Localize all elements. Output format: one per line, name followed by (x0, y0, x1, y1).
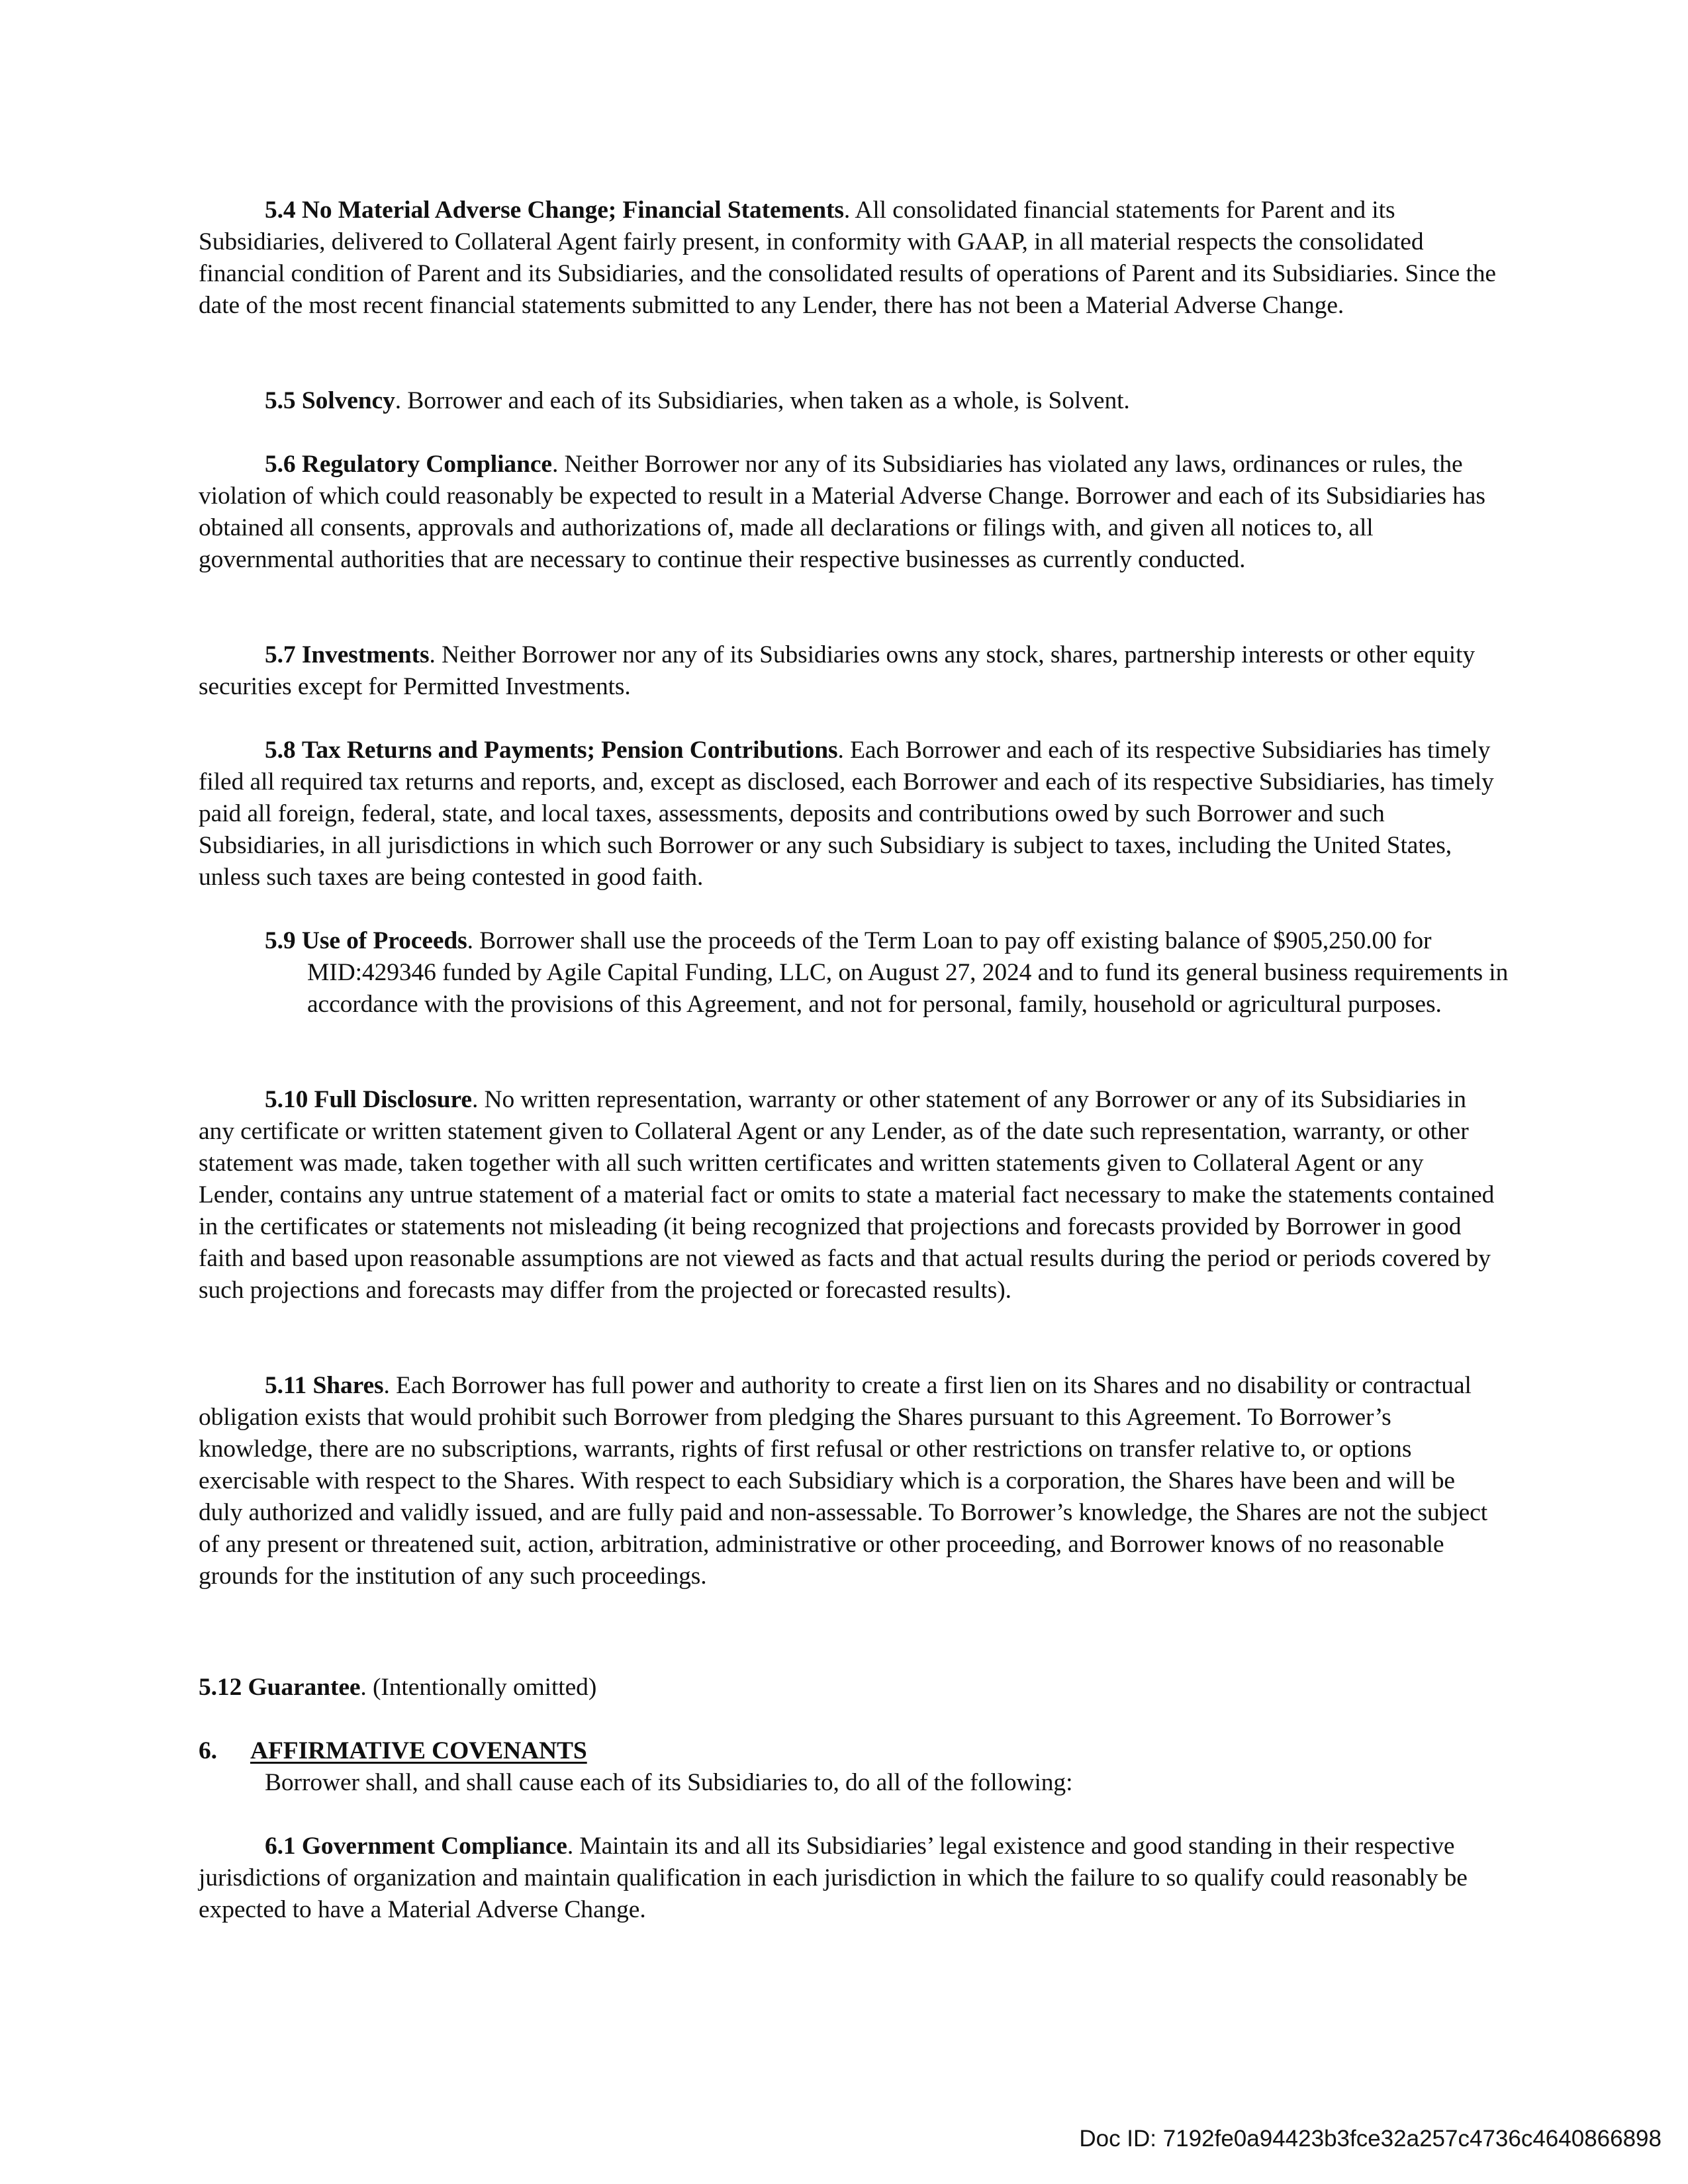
section-body: . (Intentionally omitted) (360, 1674, 597, 1701)
section-title: Regulatory Compliance (301, 451, 552, 478)
section-5-8 (199, 735, 1496, 893)
section-title: Guarantee (248, 1674, 361, 1701)
section-5-11 (199, 1370, 1496, 1592)
section-number: 5.4 (265, 197, 296, 224)
section-body: . Neither Borrower nor any of its Subsidiaries has violated any laws, ordinances or rules, the violation of which could reasonably be expected to result in a Material Adverse Change. Borrower and each of its Subsidiaries has obtained all consents, approvals and authorizations of, made all declarations or filings with, and given all notices to, all governmental authorities that are necessary to continue their respective businesses as currently conducted. (199, 451, 1485, 573)
section-title: Investments (301, 641, 430, 668)
section-6-intro: Borrower shall, and shall cause each of its Subsidiaries to, do all of the following: (265, 1769, 1073, 1796)
section-body: . Borrower and each of its Subsidiaries, when taken as a whole, is Solvent. (395, 387, 1130, 414)
section-body: . Maintain its and all its Subsidiaries’ legal existence and good standing in their respective jurisdictions of organization and maintain qualification in each jurisdiction in which the failure to so qualify could reasonably be expected to have a Material Adverse Change. (199, 1833, 1468, 1923)
section-title: Solvency (301, 387, 395, 414)
section-body: . Each Borrower has full power and authority to create a first lien on its Shares and no disability or contractual obligation exists that would prohibit such Borrower from pledging the Shares pursuant to this Agreement. To Borrower’s knowledge, there are no subscriptions, warrants, rights of first refusal or other restrictions on transfer relative to, or options exercisable with respect to the Shares. With respect to each Subsidiary which is a corporation, the Shares have been and will be duly authorized and validly issued, and are fully paid and non-assessable. To Borrower’s knowledge, the Shares are not the subject of any present or threatened suit, action, arbitration, administrative or other proceeding, and Borrower knows of no reasonable grounds for the institution of any such proceedings. (199, 1372, 1488, 1590)
section-number: 5.9 (265, 927, 296, 954)
section-number: 5.7 (265, 641, 296, 668)
section-body: . All consolidated financial statements for Parent and its Subsidiaries, delivered to Collateral Agent fairly present, in conformity with GAAP, in all material respects the consolidated financial condition of Parent and its Subsidiaries, and the consolidated results of operations of Parent and its Subsidiaries. Since the date of the most recent financial statements submitted to any Lender, there has not been a Material Adverse Change. (199, 197, 1496, 319)
section-number: 5.8 (265, 737, 296, 764)
section-title: Full Disclosure (314, 1086, 472, 1113)
section-number: 5.10 (265, 1086, 308, 1113)
section-number: 5.11 (265, 1372, 307, 1399)
section-6-1 (199, 1831, 1496, 1926)
section-number: 5.5 (265, 387, 296, 414)
section-5-6 (199, 449, 1496, 576)
section-5-12 (199, 1672, 1496, 1704)
section-number: 5.12 (199, 1674, 242, 1701)
section-title: No Material Adverse Change; Financial Statements (301, 197, 844, 224)
section-5-5 (199, 385, 1496, 417)
section-number: 5.6 (265, 451, 296, 478)
section-5-4 (199, 195, 1496, 322)
section-title: Government Compliance (301, 1833, 567, 1860)
section-5-10 (199, 1084, 1496, 1306)
section-body: . Each Borrower and each of its respective Subsidiaries has timely filed all required tax returns and reports, and, except as disclosed, each Borrower and each of its respective Subsidiaries, has timely paid all foreign, federal, state, and local taxes, assessments, deposits and contributions owed by such Borrower and such Subsidiaries, in all jurisdictions in which such Borrower or any such Subsidiary is subject to taxes, including the United States, unless such taxes are being contested in good faith. (199, 737, 1494, 891)
section-number: 6.1 (265, 1833, 296, 1860)
doc-id-footer: Doc ID: 7192fe0a94423b3fce32a257c4736c4640866898 (1079, 2126, 1662, 2152)
section-body: . No written representation, warranty or other statement of any Borrower or any of its Subsidiaries in any certificate or written statement given to Collateral Agent or any Lender, as of the date such representation, warranty, or other statement was made, taken together with all such written certificates and written statements given to Collateral Agent or any Lender, contains any untrue statement of a material fact or omits to state a material fact necessary to make the statements contained in the certificates or statements not misleading (it being recognized that projections and forecasts provided by Borrower in good faith and based upon reasonable assumptions are not viewed as facts and that actual results during the period or periods covered by such projections and forecasts may differ from the projected or forecasted results). (199, 1086, 1495, 1304)
section-body: . Borrower shall use the proceeds of the Term Loan to pay off existing balance of $905,250.00 for MID:429346 funded by Agile Capital Funding, LLC, on August 27, 2024 and to fund its general business requirements in accordance with the provisions of this Agreement, and not for personal, family, household or agricultural purposes. (307, 927, 1509, 1018)
section-6-heading (199, 1735, 1496, 1767)
section-title: Tax Returns and Payments; Pension Contributions (301, 737, 838, 764)
section-body: . Neither Borrower nor any of its Subsidiaries owns any stock, shares, partnership interests or other equity securities except for Permitted Investments. (199, 641, 1475, 700)
section-5-7 (199, 639, 1496, 703)
section-5-9 (199, 925, 1538, 1021)
section-title: Use of Proceeds (301, 927, 467, 954)
section-title: Shares (312, 1372, 384, 1399)
section-number: 6. (199, 1737, 217, 1764)
section-title: AFFIRMATIVE COVENANTS (250, 1737, 587, 1764)
